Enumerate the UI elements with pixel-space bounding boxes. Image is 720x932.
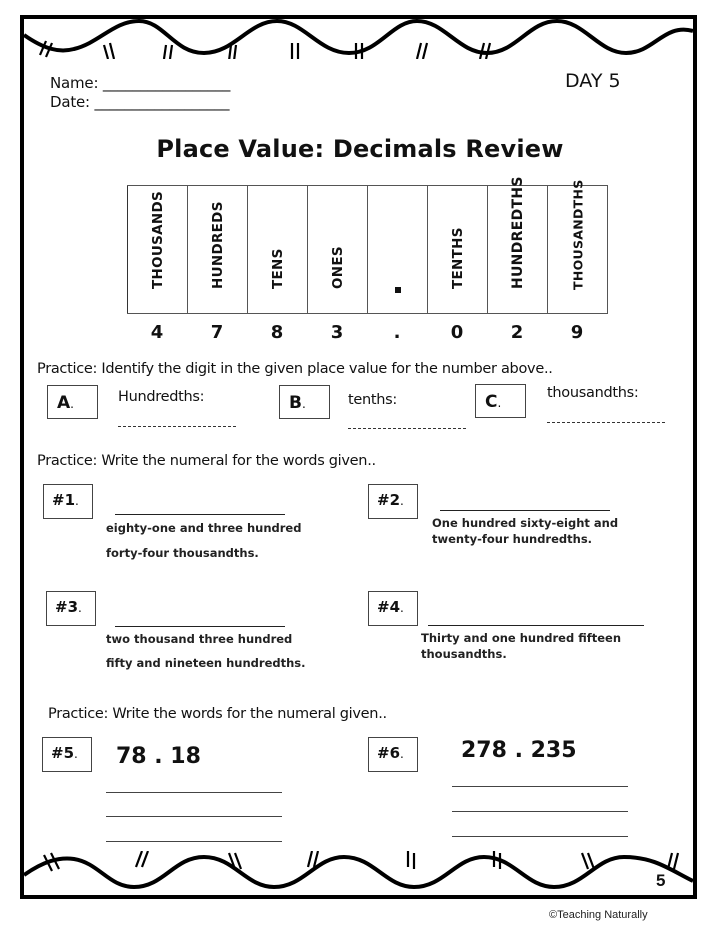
column-thousandths <box>548 179 608 314</box>
column-label: THOUSANDS <box>149 190 166 289</box>
words-instruction: Practice: Write the words for the numeral given.. <box>48 706 387 722</box>
decimal-point-icon <box>395 287 401 293</box>
item-4-answer-line[interactable] <box>428 625 644 626</box>
column-label: TENTHS <box>449 227 466 289</box>
item-5-answer-line-2[interactable] <box>106 816 282 817</box>
numeral-instruction: Practice: Write the numeral for the words given.. <box>37 453 376 469</box>
item-number: #5 <box>51 744 75 762</box>
words-line: eighty-one and three hundred <box>106 521 302 535</box>
words-line: Thirty and one hundred fifteen <box>421 631 622 645</box>
item-b-box: B. <box>279 385 330 419</box>
item-2-box: #2. <box>368 484 418 519</box>
column-label: TENS <box>269 248 286 289</box>
page-number: 5 <box>656 871 666 890</box>
item-letter: B <box>289 393 302 413</box>
words-line: two thousand three hundred <box>106 632 293 646</box>
item-6-answer-line-3[interactable] <box>452 836 628 837</box>
name-label: Name: <box>50 74 99 92</box>
name-blank[interactable]: _________________ <box>102 74 231 92</box>
column-hundredths <box>488 176 548 314</box>
words-line: twenty-four hundredths. <box>432 531 593 546</box>
item-5-answer-line-1[interactable] <box>106 792 282 793</box>
item-c-answer-blank[interactable] <box>547 422 665 423</box>
item-number: #3 <box>55 598 79 616</box>
item-c-label: thousandths: <box>547 385 639 401</box>
copyright-text: ©Teaching Naturally <box>549 909 648 921</box>
item-number: #1 <box>52 491 76 509</box>
digit: 3 <box>330 322 344 343</box>
item-6-answer-line-2[interactable] <box>452 811 628 812</box>
item-6-box: #6. <box>368 737 418 772</box>
column-label: THOUSANDTHS <box>570 179 585 290</box>
words-line: One hundred sixty-eight and <box>432 516 619 530</box>
column-ones <box>308 186 368 314</box>
column-label: HUNDREDTHS <box>509 176 526 289</box>
item-number: #2 <box>377 491 401 509</box>
column-label: ONES <box>329 246 346 289</box>
item-4-words <box>421 631 621 662</box>
item-b-label: tenths: <box>348 392 398 408</box>
bottom-wave-border-decoration <box>24 851 693 891</box>
digit: 8 <box>270 322 284 343</box>
item-number: #4 <box>377 598 401 616</box>
name-field[interactable] <box>50 74 230 92</box>
digit: 2 <box>510 322 524 343</box>
item-letter: A <box>57 393 71 413</box>
digit: 9 <box>570 322 584 343</box>
item-1-box: #1. <box>43 484 93 519</box>
item-b-answer-blank[interactable] <box>348 428 466 429</box>
digit: 4 <box>150 322 164 343</box>
identify-instruction: Practice: Identify the digit in the given place value for the number above.. <box>37 361 553 377</box>
item-3-answer-line[interactable] <box>115 626 285 627</box>
item-4-box: #4. <box>368 591 418 626</box>
column-tenths <box>428 186 488 314</box>
item-5-box: #5. <box>42 737 92 772</box>
item-c-box: C. <box>475 384 526 418</box>
date-field[interactable] <box>50 93 229 111</box>
column-tens <box>248 186 308 314</box>
item-number: #6 <box>377 744 401 762</box>
date-label: Date: <box>50 93 90 111</box>
digit: . <box>393 322 401 343</box>
words-line: fifty and nineteen hundredths. <box>106 655 306 670</box>
item-2-answer-line[interactable] <box>440 510 610 511</box>
day-label: DAY 5 <box>565 70 621 92</box>
item-1-answer-line[interactable] <box>115 514 285 515</box>
column-hundreds <box>188 186 248 314</box>
digit: 0 <box>450 322 464 343</box>
date-blank[interactable]: __________________ <box>94 93 230 111</box>
words-line: forty-four thousandths. <box>106 545 259 560</box>
item-a-box: A. <box>47 385 98 419</box>
item-5-answer-line-3[interactable] <box>106 841 282 842</box>
column-label: HUNDREDS <box>209 201 226 289</box>
item-a-label: Hundredths: <box>118 389 205 405</box>
page-title: Place Value: Decimals Review <box>156 135 564 163</box>
words-line: thousandths. <box>421 646 507 661</box>
item-6-answer-line-1[interactable] <box>452 786 628 787</box>
column-decimal-point <box>368 186 428 314</box>
digit: 7 <box>210 322 224 343</box>
item-a-answer-blank[interactable] <box>118 426 236 427</box>
place-value-chart <box>127 176 608 314</box>
item-letter: C <box>485 392 498 412</box>
item-6-numeral: 278 . 235 <box>461 738 577 763</box>
item-2-words <box>432 516 618 547</box>
item-5-numeral: 78 . 18 <box>116 744 201 769</box>
top-wave-border-decoration <box>24 19 693 59</box>
item-1-words <box>106 520 301 561</box>
item-3-box: #3. <box>46 591 96 626</box>
item-3-words <box>106 631 306 671</box>
place-value-digits <box>127 322 607 343</box>
column-thousands <box>128 186 188 314</box>
